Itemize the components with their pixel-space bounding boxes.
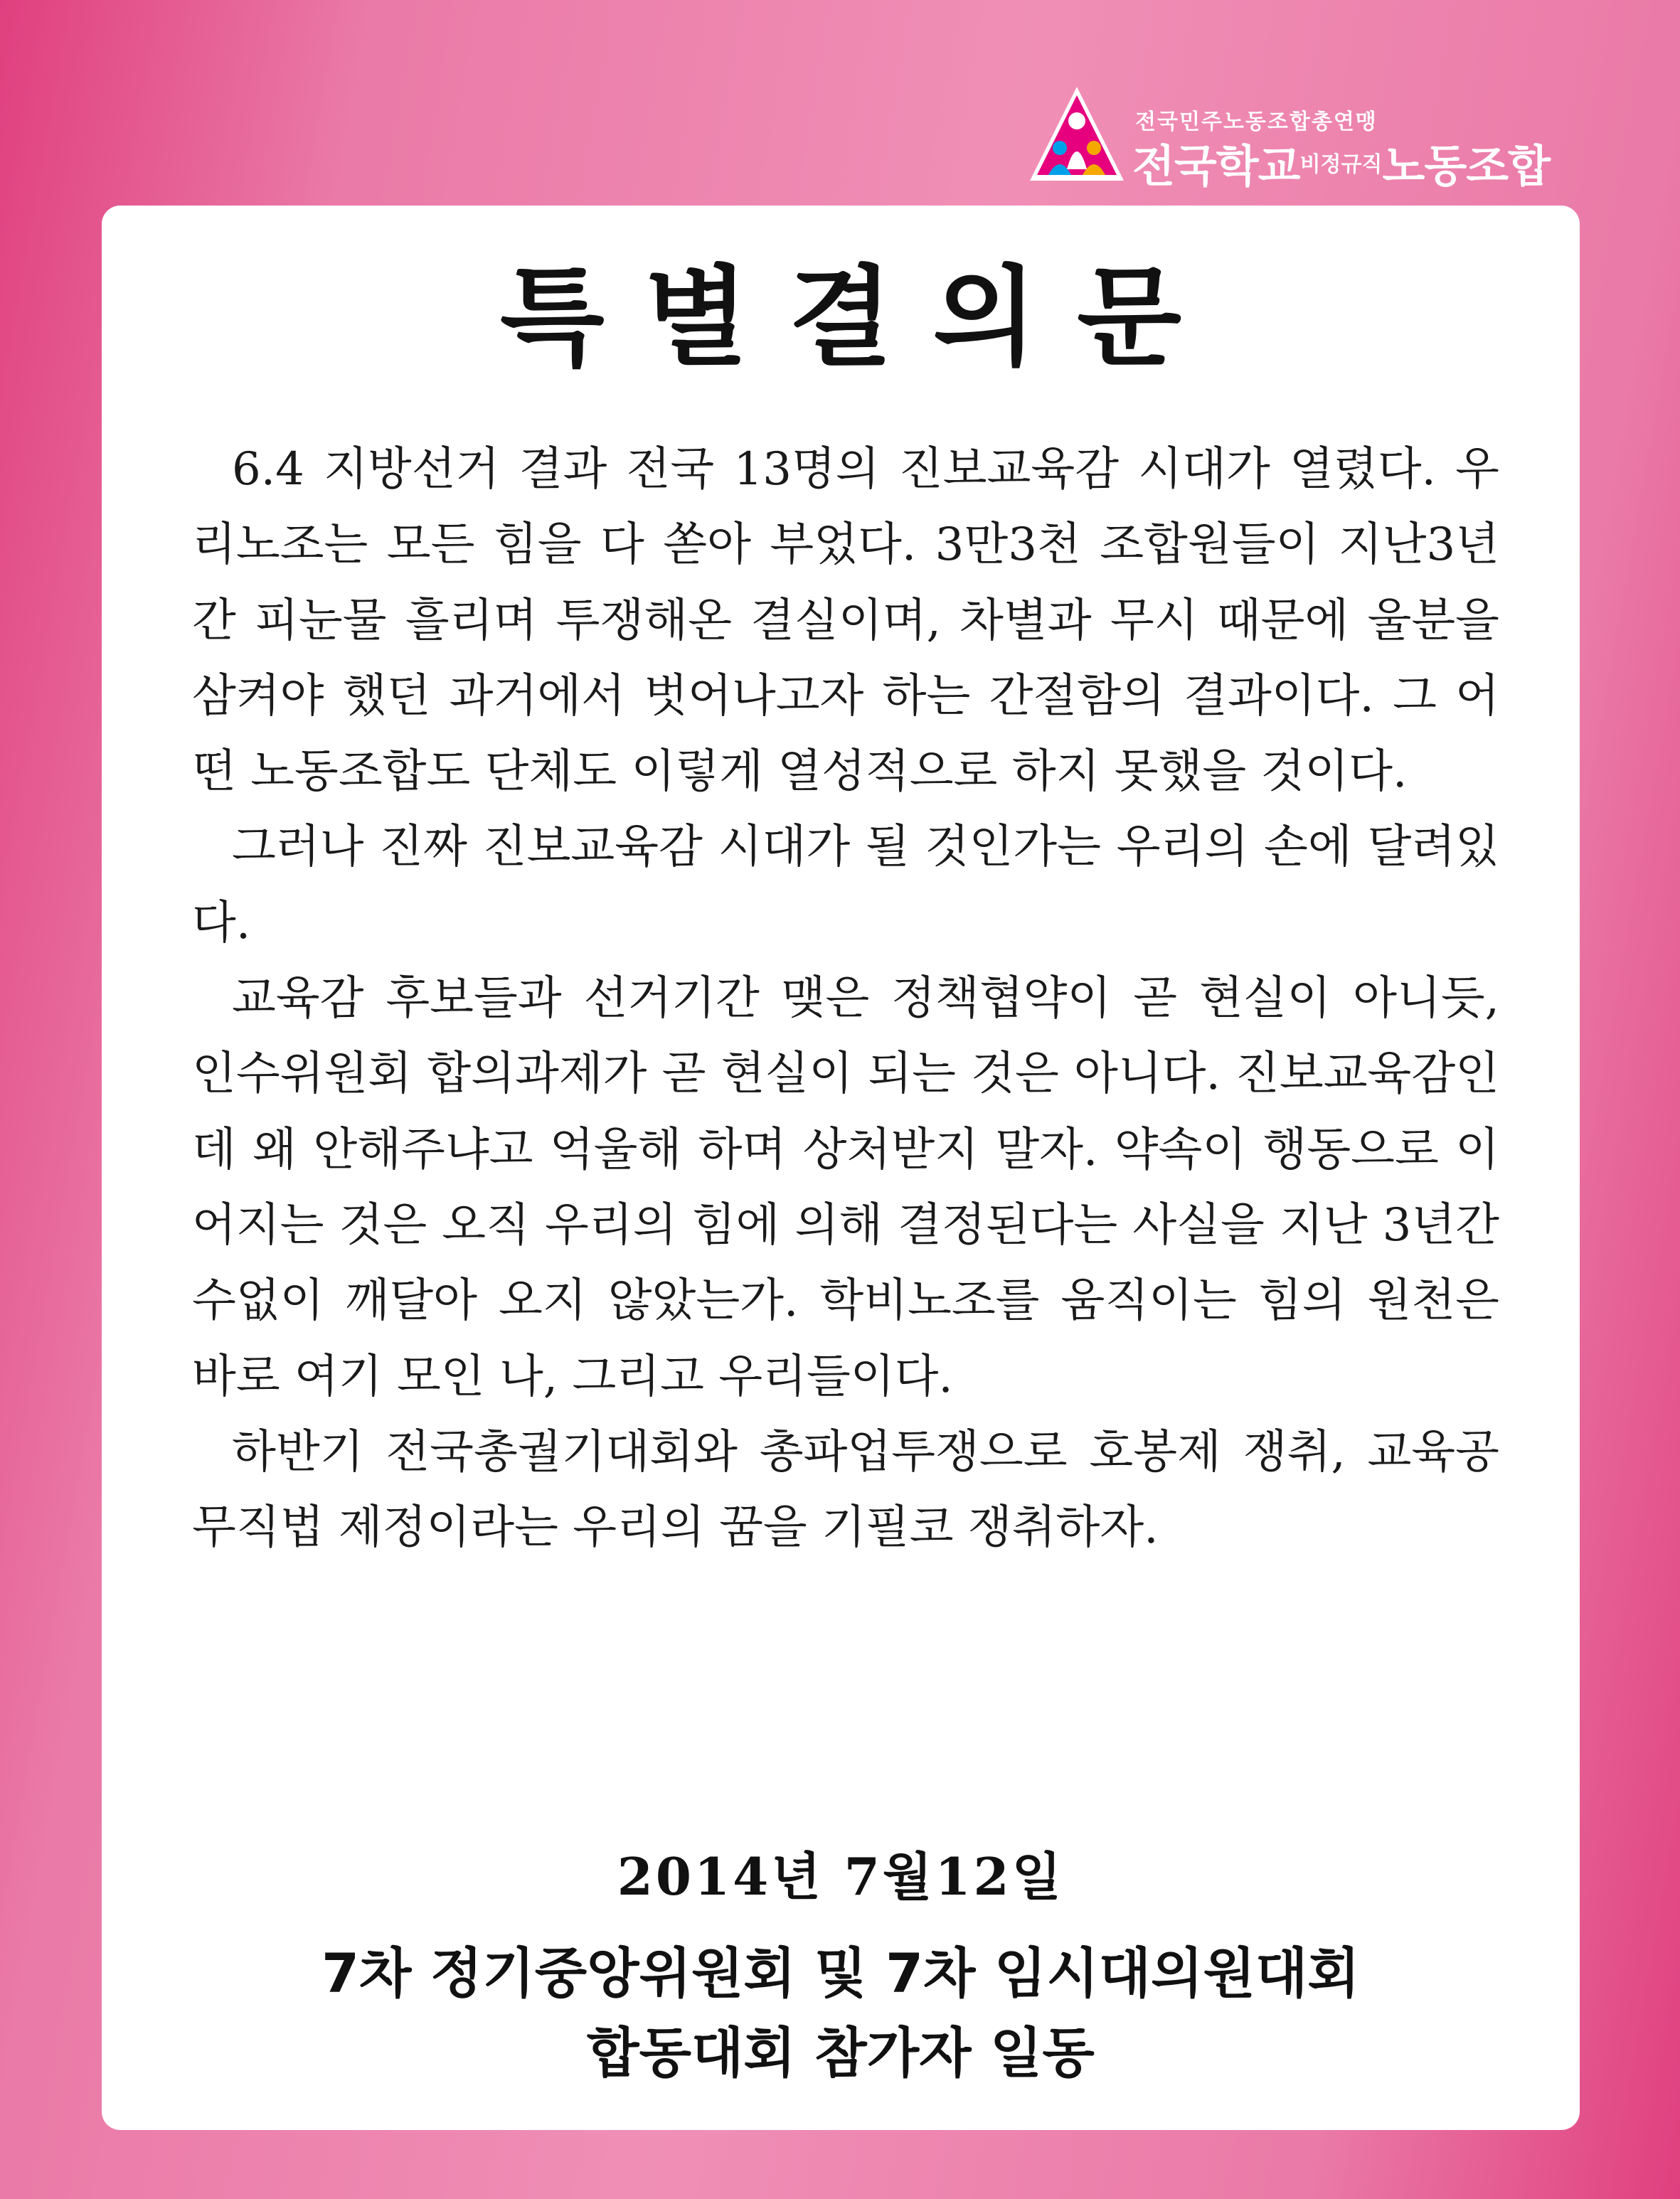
signer-block [102, 1934, 1580, 2093]
body-paragraph-1: 6.4 지방선거 결과 전국 13명의 진보교육감 시대가 열렸다. 우리노조는 모든 힘을 다 쏟아 부었다. 3만3천 조합원들이 지난3년간 피눈물 흘리며 투쟁해온 결실이며, 차별과 무시 때문에 울분을 삼켜야 했던 과거에서 벗어나고자 하는 간절함의 결과이다. 그 어떤 노동조합도 단체도 이렇게 열성적으로 하지 못했을 것이다. [192, 443, 1499, 799]
union-logo [1027, 84, 1553, 192]
logo-name-small: 비정규직 [1299, 152, 1383, 177]
logo-subtitle: 전국민주노동조합총연맹 [1135, 110, 1378, 134]
logo-name-suffix: 노동조합 [1382, 140, 1551, 192]
body-paragraph-3: 교육감 후보들과 선거기간 맺은 정책협약이 곧 현실이 아니듯, 인수위원회 합의과제가 곧 현실이 되는 것은 아니다. 진보교육감인데 왜 안해주냐고 억울해 하며 상처받지 말자. 약속이 행동으로 이어지는 것은 오직 우리의 힘에 의해 결정된다는 사실을 지난 3년간 수없이 깨달아 오지 않았는가. 학비노조를 움직이는 힘의 원천은 바로 여기 모인 나, 그리고 우리들이다. [192, 972, 1499, 1403]
body-paragraph-4: 하반기 전국총궐기대회와 총파업투쟁으로 호봉제 쟁취, 교육공무직법 제정이라는 우리의 꿈을 기필코 쟁취하자. [192, 1425, 1499, 1555]
signer-line-2: 합동대회 참가자 일동 [587, 2021, 1095, 2084]
document-title: 특별결의문 [499, 255, 1222, 380]
logo-name [1132, 131, 1550, 194]
union-emblem-icon [1027, 84, 1127, 183]
signer-line-1: 7차 정기중앙위원회 및 7차 임시대의원대회 [321, 1942, 1360, 2005]
body-paragraph-2: 그러나 진짜 진보교육감 시대가 될 것인가는 우리의 손에 달려있다. [192, 821, 1499, 949]
resolution-panel [102, 206, 1580, 2130]
resolution-date: 2014년 7월12일 [617, 1846, 1065, 1907]
resolution-body [192, 432, 1499, 1565]
logo-name-prefix: 전국학교 [1132, 140, 1300, 192]
